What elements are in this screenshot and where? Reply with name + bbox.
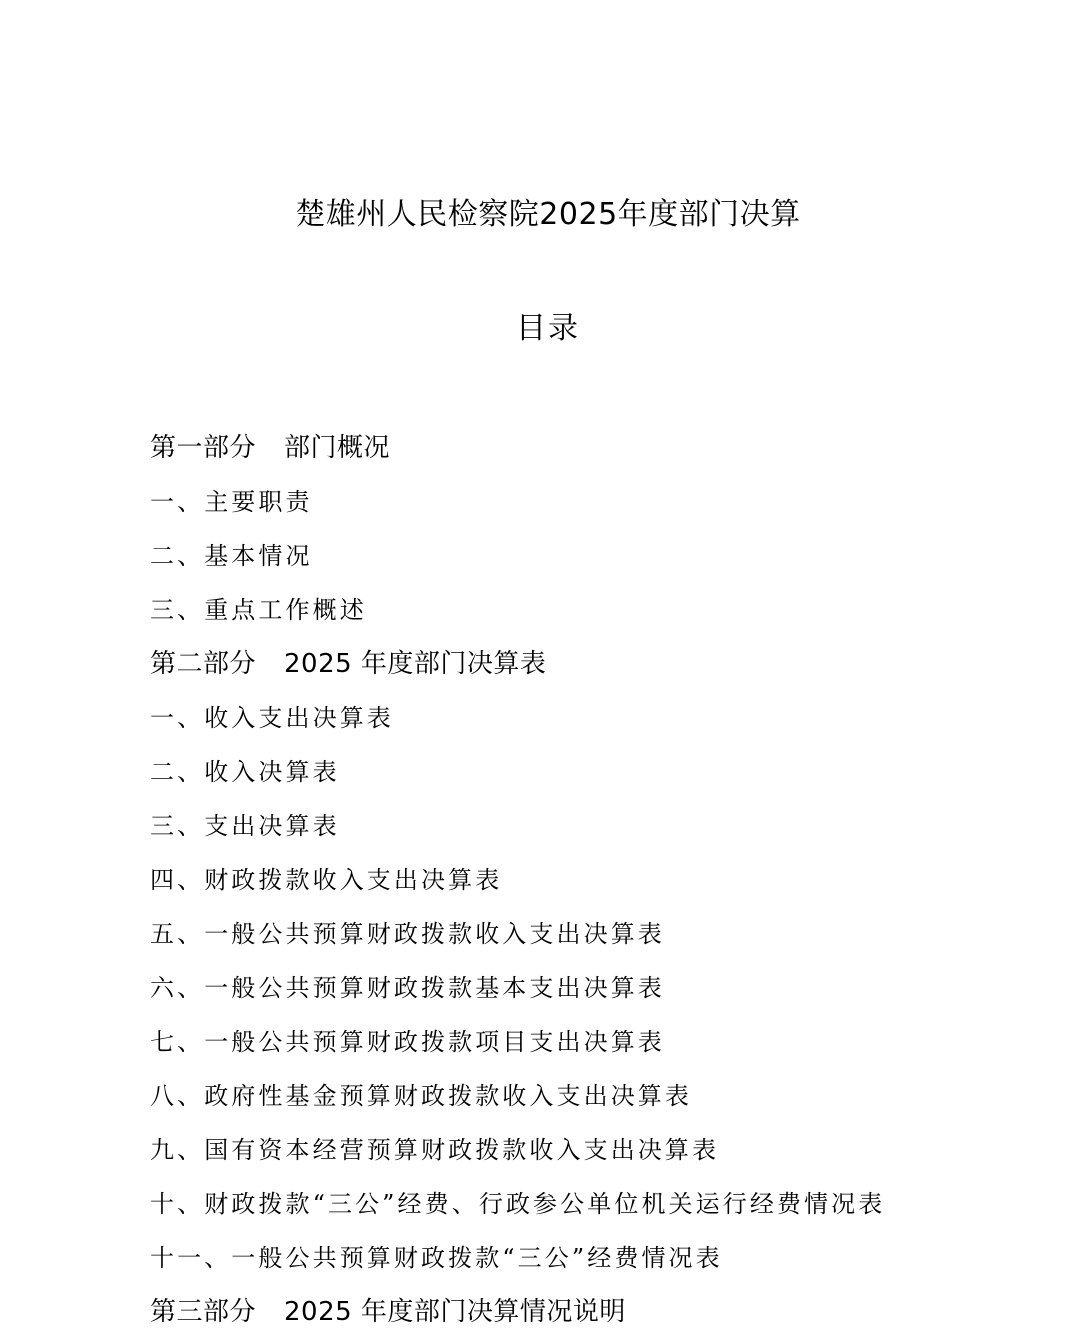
toc-item: 三、重点工作概述: [150, 596, 367, 624]
toc-item: 十一、一般公共预算财政拨款“三公”经费情况表: [150, 1244, 723, 1272]
toc-item: 五、一般公共预算财政拨款收入支出决算表: [150, 920, 665, 948]
table-of-contents: [150, 424, 885, 1342]
toc-part-label: 第二部分: [150, 649, 257, 679]
toc-item: 六、一般公共预算财政拨款基本支出决算表: [150, 974, 665, 1002]
toc-part-label: 第三部分: [150, 1297, 257, 1327]
toc-part-title: 2025 年度部门决算表: [284, 649, 547, 679]
toc-item: 一、主要职责: [150, 488, 313, 516]
toc-item: 二、收入决算表: [150, 758, 340, 786]
toc-part-2: [150, 640, 885, 694]
document-title: 楚雄州人民检察院2025年度部门决算: [295, 197, 801, 232]
toc-part-title: 2025 年度部门决算情况说明: [284, 1297, 626, 1327]
toc-part-label: 第一部分: [150, 433, 257, 463]
toc-item: 九、国有资本经营预算财政拨款收入支出决算表: [150, 1136, 720, 1164]
toc-part-1: [150, 424, 885, 478]
toc-item: 一、收入支出决算表: [150, 704, 394, 732]
toc-item: 四、财政拨款收入支出决算表: [150, 866, 503, 894]
toc-item: 二、基本情况: [150, 542, 313, 570]
toc-part-title: 部门概况: [284, 433, 391, 463]
toc-item: 十、财政拨款“三公”经费、行政参公单位机关运行经费情况表: [150, 1190, 886, 1218]
toc-item: 七、一般公共预算财政拨款项目支出决算表: [150, 1028, 665, 1056]
toc-part-3: [150, 1288, 885, 1342]
toc-item: 八、政府性基金预算财政拨款收入支出决算表: [150, 1082, 692, 1110]
toc-item: 三、支出决算表: [150, 812, 340, 840]
toc-heading: 目录: [516, 311, 580, 346]
